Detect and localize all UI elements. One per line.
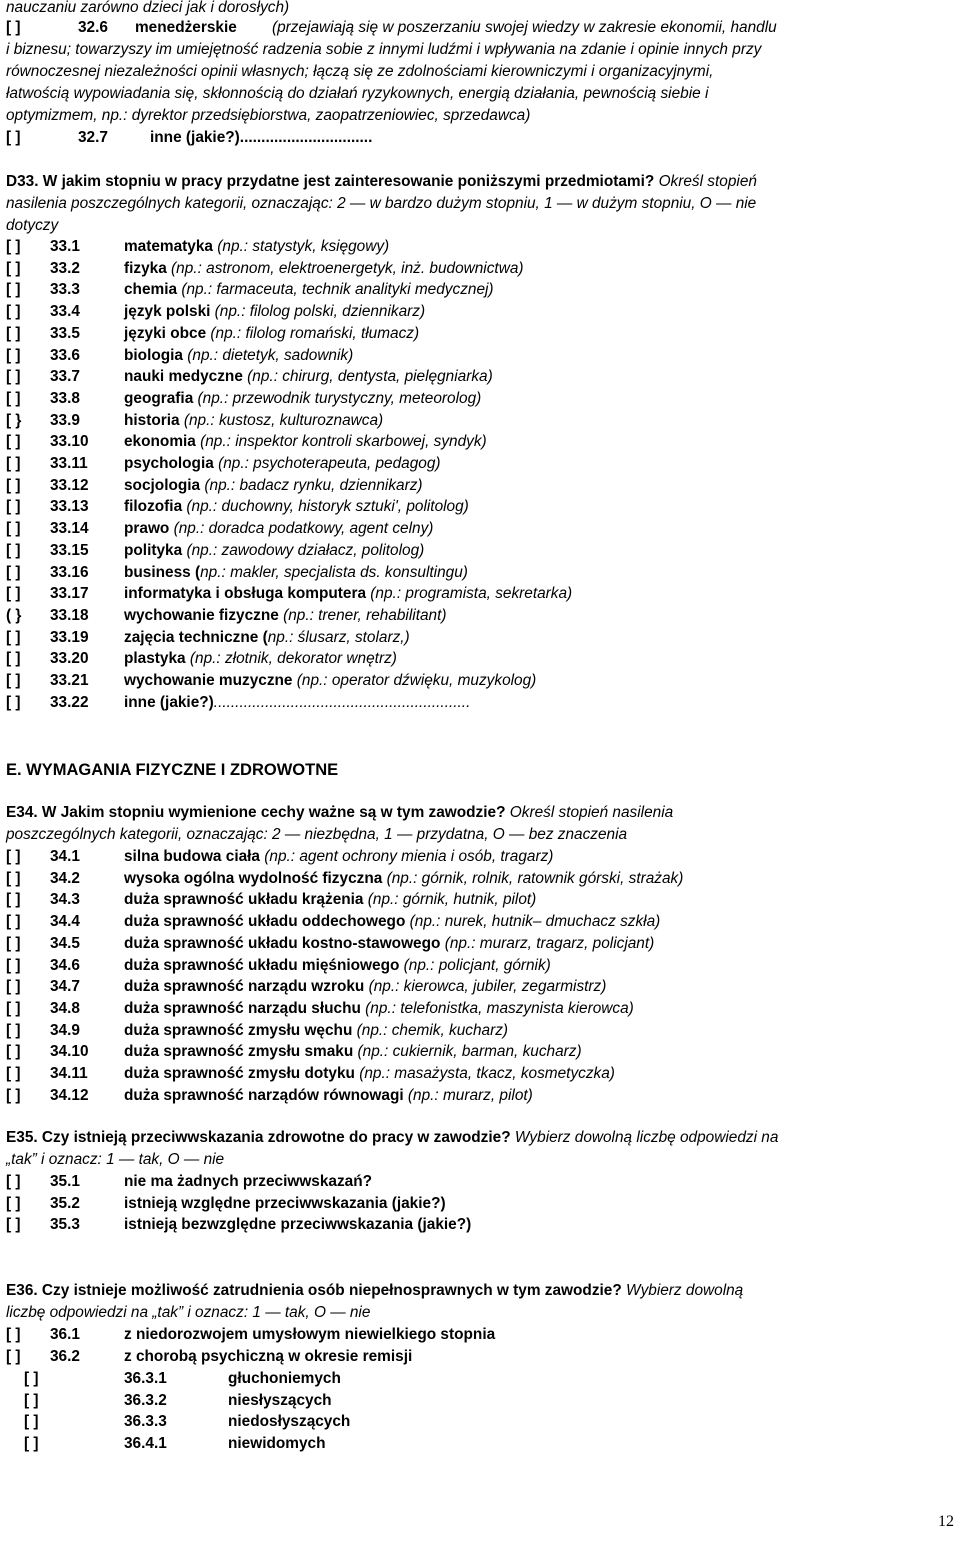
item-label: business ( <box>124 563 201 581</box>
item-text <box>124 1172 372 1192</box>
item-label: duża sprawność układu mięśniowego <box>124 956 400 974</box>
item-label: niesłyszących <box>228 1391 332 1409</box>
item-example: (np.: cukiernik, barman, kucharz) <box>353 1043 582 1061</box>
answer-checkbox[interactable]: [ ] <box>6 455 21 472</box>
item-number: 34.2 <box>50 869 80 887</box>
question-item <box>0 1391 960 1411</box>
section-e-title: E. WYMAGANIA FIZYCZNE I ZDROWOTNE <box>6 761 339 779</box>
item-label: niewidomych <box>228 1435 326 1453</box>
answer-checkbox[interactable]: [ ] <box>6 628 21 646</box>
question-d33-title: D33. W jakim stopniu w pracy przydatne jest zainteresowanie poniższymi przedmiotami? Określ stopień <box>6 173 757 190</box>
question-item <box>0 956 960 976</box>
item-text <box>124 628 410 648</box>
item-text <box>124 1021 508 1041</box>
item-number: 32.7 <box>78 129 108 146</box>
item-number: 33.18 <box>50 606 89 624</box>
answer-checkbox[interactable]: [ ] <box>6 1021 21 1039</box>
item-label: inne (jakie?) <box>124 693 214 711</box>
item-label: duża sprawność zmysłu węchu <box>124 1021 353 1039</box>
item-text <box>124 476 423 496</box>
item-label: biologia <box>124 346 183 364</box>
item-text <box>124 1064 615 1084</box>
item-label: informatyka i obsługa komputera <box>124 585 367 603</box>
question-item <box>0 259 960 279</box>
question-e34-instructions: poszczególnych kategorii, oznaczając: 2 — niezbędna, 1 — przydatna, O — bez znaczenia <box>6 826 628 843</box>
item-number: 33.9 <box>50 411 80 429</box>
answer-checkbox[interactable]: [ ] <box>6 1326 21 1343</box>
answer-checkbox[interactable]: [ ] <box>6 891 21 909</box>
question-item <box>0 847 960 867</box>
item-number: 34.7 <box>50 978 80 996</box>
answer-checkbox[interactable]: [ ] <box>6 281 21 299</box>
item-number: 34.11 <box>50 1065 88 1082</box>
item-text <box>124 432 487 452</box>
item-label: nie ma żadnych przeciwwskazań? <box>124 1173 373 1190</box>
question-item <box>0 1172 960 1192</box>
item-number: 33.19 <box>50 628 89 646</box>
question-item <box>0 432 960 452</box>
item-text <box>124 1086 533 1106</box>
top-fragment: nauczaniu zarówno dzieci jak i dorosłych) <box>6 0 290 16</box>
item-number: 36.3.1 <box>124 1370 167 1387</box>
answer-checkbox[interactable]: [ ] <box>6 585 21 603</box>
item-label: duża sprawność zmysłu dotyku <box>124 1065 355 1082</box>
item-number: 35.3 <box>50 1216 80 1234</box>
item-example: np.: makler, specjalista ds. konsultingu) <box>200 563 468 581</box>
item-number: 32.6 <box>78 19 108 36</box>
item-text <box>124 541 424 561</box>
question-item <box>0 869 960 889</box>
question-item <box>0 324 960 344</box>
item-text <box>124 237 389 257</box>
item-text <box>124 563 468 583</box>
item-number: 34.4 <box>50 913 80 931</box>
item-text <box>228 1412 350 1432</box>
item-example: (np.: chirurg, dentysta, pielęgniarka) <box>242 368 493 386</box>
answer-checkbox[interactable]: [ ] <box>6 672 21 689</box>
question-d33-instructions: nasilenia poszczególnych kategorii, oznaczając: 2 — w bardzo dużym stopniu, 1 — w dużym stopniu, O — nie <box>6 195 757 212</box>
answer-checkbox[interactable]: [ ] <box>6 498 21 516</box>
answer-checkbox[interactable]: [ ] <box>6 978 21 996</box>
item-text <box>124 693 470 713</box>
question-item <box>0 237 960 257</box>
item-label: duża sprawność układu oddechowego <box>124 913 406 931</box>
question-item <box>0 1434 960 1454</box>
item-example: (np.: astronom, elektroenergetyk, inż. budownictwa) <box>166 259 524 277</box>
question-e36-title: E36. Czy istnieje możliwość zatrudnienia osób niepełnosprawnych w tym zawodzie? Wybierz dowolną <box>6 1282 744 1299</box>
item-label: inne (jakie?)............................... <box>150 129 373 146</box>
item-number: 33.15 <box>50 541 89 559</box>
item-example: (np.: programista, sekretarka) <box>366 585 573 603</box>
item-text <box>124 847 553 867</box>
item-32-7 <box>0 128 960 148</box>
item-label: z niedorozwojem umysłowym niewielkiego stopnia <box>124 1326 496 1343</box>
item-example: np.: ślusarz, stolarz,) <box>267 628 410 646</box>
item-label: historia <box>124 411 180 429</box>
answer-checkbox[interactable]: [ ] <box>6 433 21 451</box>
item-text <box>124 346 353 366</box>
answer-checkbox[interactable]: [ ] <box>6 238 21 255</box>
question-item <box>0 1086 960 1106</box>
item-description-line-5: optymizmem, np.: dyrektor przedsiębiorstwa, zaopatrzeniowiec, sprzedawca) <box>6 107 531 124</box>
item-number: 34.10 <box>50 1043 89 1061</box>
answer-checkbox[interactable]: [ ] <box>24 1391 39 1409</box>
answer-checkbox[interactable]: [ ] <box>24 1413 39 1431</box>
question-e35-title: E35. Czy istnieją przeciwwskazania zdrowotne do pracy w zawodzie? Wybierz dowolną liczbę odpowiedzi na <box>6 1129 779 1146</box>
item-number: 33.16 <box>50 563 89 581</box>
question-item <box>0 389 960 409</box>
item-label: wychowanie muzyczne <box>124 672 293 689</box>
question-item <box>0 1064 960 1084</box>
item-label: istnieją względne przeciwwskazania (jakie?) <box>124 1194 446 1212</box>
item-number: 36.3.3 <box>124 1413 167 1431</box>
checkbox[interactable]: [ ] <box>6 129 21 146</box>
item-text <box>124 280 494 300</box>
checkbox[interactable]: [ ] <box>6 19 21 36</box>
question-item <box>0 1369 960 1389</box>
question-item <box>0 999 960 1019</box>
item-text <box>124 1194 446 1214</box>
item-example: (np.: agent ochrony mienia i osób, tragarz) <box>260 848 554 865</box>
question-item <box>0 280 960 300</box>
item-number: 33.7 <box>50 368 80 386</box>
item-description-line-2: i biznesu; towarzyszy im umiejętność radzenia sobie z innymi ludźmi i wpływania na zdanie i opinie innych przy <box>6 41 762 58</box>
page-number: 12 <box>938 1513 954 1530</box>
item-text <box>124 1325 495 1345</box>
question-item <box>0 1347 960 1367</box>
answer-checkbox[interactable]: [ ] <box>6 693 21 711</box>
question-item <box>0 977 960 997</box>
item-text <box>124 999 634 1019</box>
item-text <box>228 1369 341 1389</box>
item-text <box>124 302 425 322</box>
item-number: 36.4.1 <box>124 1435 167 1453</box>
item-description-line-4: łatwością wypowiadania się, skłonnością do działań ryzykownych, energią działania, pewnością siebie i <box>6 85 709 102</box>
question-item <box>0 934 960 954</box>
item-text <box>124 1215 471 1235</box>
question-item <box>0 649 960 669</box>
item-example: (np.: filolog polski, dziennikarz) <box>210 303 426 321</box>
item-number: 34.1 <box>50 848 80 865</box>
item-label: prawo <box>124 520 170 538</box>
item-label: psychologia <box>124 455 214 472</box>
item-text <box>124 259 524 279</box>
answer-checkbox[interactable]: [ ] <box>6 848 21 865</box>
item-example: (np.: nurek, hutnik– dmuchacz szkła) <box>405 913 661 931</box>
item-example: (np.: murarz, tragarz, policjant) <box>440 934 655 952</box>
item-text <box>124 497 469 517</box>
item-text <box>124 912 660 932</box>
item-number: 34.9 <box>50 1021 80 1039</box>
answer-checkbox[interactable]: [ ] <box>6 1347 21 1365</box>
item-number: 33.8 <box>50 389 80 407</box>
item-text <box>124 956 551 976</box>
item-example: (np.: operator dźwięku, muzykolog) <box>292 672 537 689</box>
item-example: (np.: górnik, rolnik, ratownik górski, strażak) <box>382 869 684 887</box>
question-item <box>0 411 960 431</box>
item-description-line-1: (przejawiają się w poszerzaniu swojej wiedzy w zakresie ekonomii, handlu <box>272 19 777 36</box>
item-number: 33.3 <box>50 281 80 299</box>
item-label: duża sprawność układu krążenia <box>124 891 364 909</box>
answer-checkbox[interactable]: [ ] <box>6 1194 21 1212</box>
item-label: duża sprawność zmysłu smaku <box>124 1043 354 1061</box>
answer-checkbox[interactable]: [ ] <box>6 1216 21 1234</box>
item-text <box>124 1042 582 1062</box>
item-example: (np.: złotnik, dekorator wnętrz) <box>185 650 397 668</box>
question-item <box>0 346 960 366</box>
answer-checkbox[interactable]: [ ] <box>6 650 21 668</box>
question-item <box>0 912 960 932</box>
answer-checkbox[interactable]: [ ] <box>6 303 21 321</box>
item-example: (np.: kustosz, kulturoznawca) <box>179 411 384 429</box>
item-text <box>124 324 419 344</box>
item-label: duża sprawność narządu wzroku <box>124 978 365 996</box>
answer-checkbox[interactable]: [ ] <box>6 368 21 386</box>
item-label: duża sprawność układu kostno-stawowego <box>124 934 441 952</box>
item-example: (np.: zawodowy działacz, politolog) <box>182 541 425 559</box>
answer-checkbox[interactable]: [ ] <box>24 1435 39 1453</box>
item-example: ............................................................ <box>213 693 471 711</box>
item-example: (np.: trener, rehabilitant) <box>278 606 447 624</box>
question-item <box>0 1021 960 1041</box>
item-text <box>124 584 572 604</box>
item-label: z chorobą psychiczną w okresie remisji <box>124 1347 413 1365</box>
question-item <box>0 1042 960 1062</box>
item-text <box>124 411 383 431</box>
question-item <box>0 584 960 604</box>
question-item <box>0 563 960 583</box>
item-label: istnieją bezwzględne przeciwwskazania (jakie?) <box>124 1216 472 1234</box>
answer-checkbox[interactable]: [ ] <box>6 541 21 559</box>
item-example: (np.: duchowny, historyk sztuki', politolog) <box>182 498 469 516</box>
item-number: 36.1 <box>50 1326 80 1343</box>
question-item <box>0 1325 960 1345</box>
item-number: 33.13 <box>50 498 89 516</box>
answer-checkbox[interactable]: [ ] <box>6 1065 21 1082</box>
item-label: fizyka <box>124 259 167 277</box>
answer-checkbox[interactable]: [ } <box>6 411 22 429</box>
item-label: głuchoniemych <box>228 1370 341 1387</box>
item-number: 33.4 <box>50 303 80 321</box>
item-example: (np.: murarz, pilot) <box>403 1086 533 1104</box>
item-text <box>124 890 536 910</box>
question-item <box>0 519 960 539</box>
item-label: filozofia <box>124 498 183 516</box>
item-example: (np.: dietetyk, sadownik) <box>183 346 354 364</box>
item-number: 34.12 <box>50 1086 89 1104</box>
question-item <box>0 606 960 626</box>
item-example: (np.: filolog romański, tłumacz) <box>206 324 420 342</box>
item-number: 33.10 <box>50 433 89 451</box>
item-number: 33.12 <box>50 476 89 494</box>
item-number: 33.11 <box>50 455 88 472</box>
question-e35-instructions: „tak” i oznacz: 1 — tak, O — nie <box>6 1151 225 1168</box>
answer-checkbox[interactable]: [ ] <box>6 476 21 494</box>
item-text <box>124 671 536 691</box>
item-number: 34.3 <box>50 891 80 909</box>
item-example: (np.: policjant, górnik) <box>399 956 551 974</box>
question-item <box>0 541 960 561</box>
item-example: (np.: chemik, kucharz) <box>352 1021 509 1039</box>
answer-checkbox[interactable]: ( } <box>6 606 22 624</box>
item-example: (np.: górnik, hutnik, pilot) <box>363 891 537 909</box>
item-text <box>124 519 433 539</box>
item-text <box>124 934 654 954</box>
item-label: menedżerskie <box>135 19 237 36</box>
item-text <box>124 649 397 669</box>
item-label: matematyka <box>124 238 213 255</box>
item-example: (np.: inspektor kontroli skarbowej, syndyk) <box>195 433 487 451</box>
item-text <box>228 1391 332 1411</box>
item-number: 36.2 <box>50 1347 80 1365</box>
item-label: geografia <box>124 389 194 407</box>
answer-checkbox[interactable]: [ ] <box>6 259 21 277</box>
question-item <box>0 1412 960 1432</box>
answer-checkbox[interactable]: [ ] <box>6 1086 21 1104</box>
item-label: plastyka <box>124 650 186 668</box>
answer-checkbox[interactable]: [ ] <box>6 1043 21 1061</box>
item-number: 33.22 <box>50 693 89 711</box>
item-example: (np.: badacz rynku, dziennikarz) <box>200 476 423 494</box>
item-text <box>124 1347 412 1367</box>
item-label: niedosłyszących <box>228 1413 351 1431</box>
item-label: socjologia <box>124 476 201 494</box>
question-e36-instructions: liczbę odpowiedzi na „tak” i oznacz: 1 — tak, O — nie <box>6 1304 371 1321</box>
question-item <box>0 1215 960 1235</box>
item-label: nauki medyczne <box>124 368 243 386</box>
item-label: wychowanie fizyczne <box>124 606 279 624</box>
item-example: (np.: przewodnik turystyczny, meteorolog) <box>193 389 482 407</box>
item-label: języki obce <box>124 324 207 342</box>
answer-checkbox[interactable]: [ ] <box>24 1370 39 1387</box>
item-label: chemia <box>124 281 178 299</box>
question-e34-title: E34. W Jakim stopniu wymienione cechy ważne są w tym zawodzie? Określ stopień nasilenia <box>6 804 674 821</box>
item-number: 35.1 <box>50 1173 80 1190</box>
question-item <box>0 890 960 910</box>
answer-checkbox[interactable]: [ ] <box>6 324 21 342</box>
answer-checkbox[interactable]: [ ] <box>6 934 21 952</box>
item-label: duża sprawność narządu słuchu <box>124 999 361 1017</box>
item-32-6 <box>0 18 960 38</box>
item-number: 34.5 <box>50 934 80 952</box>
item-example: (np.: farmaceuta, technik analityki medycznej) <box>177 281 494 299</box>
item-text <box>228 1434 326 1454</box>
item-number: 33.5 <box>50 324 80 342</box>
question-item <box>0 476 960 496</box>
item-text <box>124 606 447 626</box>
item-number: 33.2 <box>50 259 80 277</box>
item-label: silna budowa ciała <box>124 848 260 865</box>
question-item <box>0 497 960 517</box>
item-text <box>124 367 493 387</box>
answer-checkbox[interactable]: [ ] <box>6 1173 21 1190</box>
item-text <box>124 454 441 474</box>
item-text <box>124 389 481 409</box>
item-example: (np.: telefonistka, maszynista kierowca) <box>360 999 634 1017</box>
item-number: 33.6 <box>50 346 80 364</box>
item-text <box>124 869 683 889</box>
item-number: 34.8 <box>50 999 80 1017</box>
answer-checkbox[interactable]: [ ] <box>6 956 21 974</box>
item-number: 33.21 <box>50 672 89 689</box>
item-label: polityka <box>124 541 183 559</box>
item-label: język polski <box>124 303 211 321</box>
item-number: 35.2 <box>50 1194 80 1212</box>
item-example: (np.: doradca podatkowy, agent celny) <box>169 520 434 538</box>
answer-checkbox[interactable]: [ ] <box>6 389 21 407</box>
item-label: duża sprawność narządów równowagi <box>124 1086 404 1104</box>
answer-checkbox[interactable]: [ ] <box>6 999 21 1017</box>
item-text <box>124 977 606 997</box>
item-label: ekonomia <box>124 433 196 451</box>
item-example: (np.: statystyk, księgowy) <box>212 238 390 255</box>
question-item <box>0 628 960 648</box>
answer-checkbox[interactable]: [ ] <box>6 869 21 887</box>
question-d33-instructions-2: dotyczy <box>6 217 59 234</box>
item-example: (np.: kierowca, jubiler, zegarmistrz) <box>364 978 607 996</box>
question-item <box>0 671 960 691</box>
answer-checkbox[interactable]: [ ] <box>6 913 21 931</box>
item-label: zajęcia techniczne ( <box>124 628 268 646</box>
answer-checkbox[interactable]: [ ] <box>6 520 21 538</box>
question-item <box>0 1194 960 1214</box>
question-item <box>0 454 960 474</box>
item-label: wysoka ogólna wydolność fizyczna <box>124 869 383 887</box>
item-number: 33.1 <box>50 238 80 255</box>
item-number: 33.14 <box>50 520 89 538</box>
question-item <box>0 302 960 322</box>
answer-checkbox[interactable]: [ ] <box>6 563 21 581</box>
item-description-line-3: równoczesnej niezależności opinii własnych; łączą się ze zdolnościami kierowniczymi i organizacyjnymi, <box>6 63 714 80</box>
item-number: 33.20 <box>50 650 89 668</box>
item-example: (np.: masażysta, tkacz, kosmetyczka) <box>354 1065 615 1082</box>
item-example: (np.: psychoterapeuta, pedagog) <box>213 455 441 472</box>
item-number: 36.3.2 <box>124 1391 167 1409</box>
item-number: 33.17 <box>50 585 89 603</box>
answer-checkbox[interactable]: [ ] <box>6 346 21 364</box>
item-number: 34.6 <box>50 956 80 974</box>
question-item <box>0 693 960 713</box>
question-item <box>0 367 960 387</box>
